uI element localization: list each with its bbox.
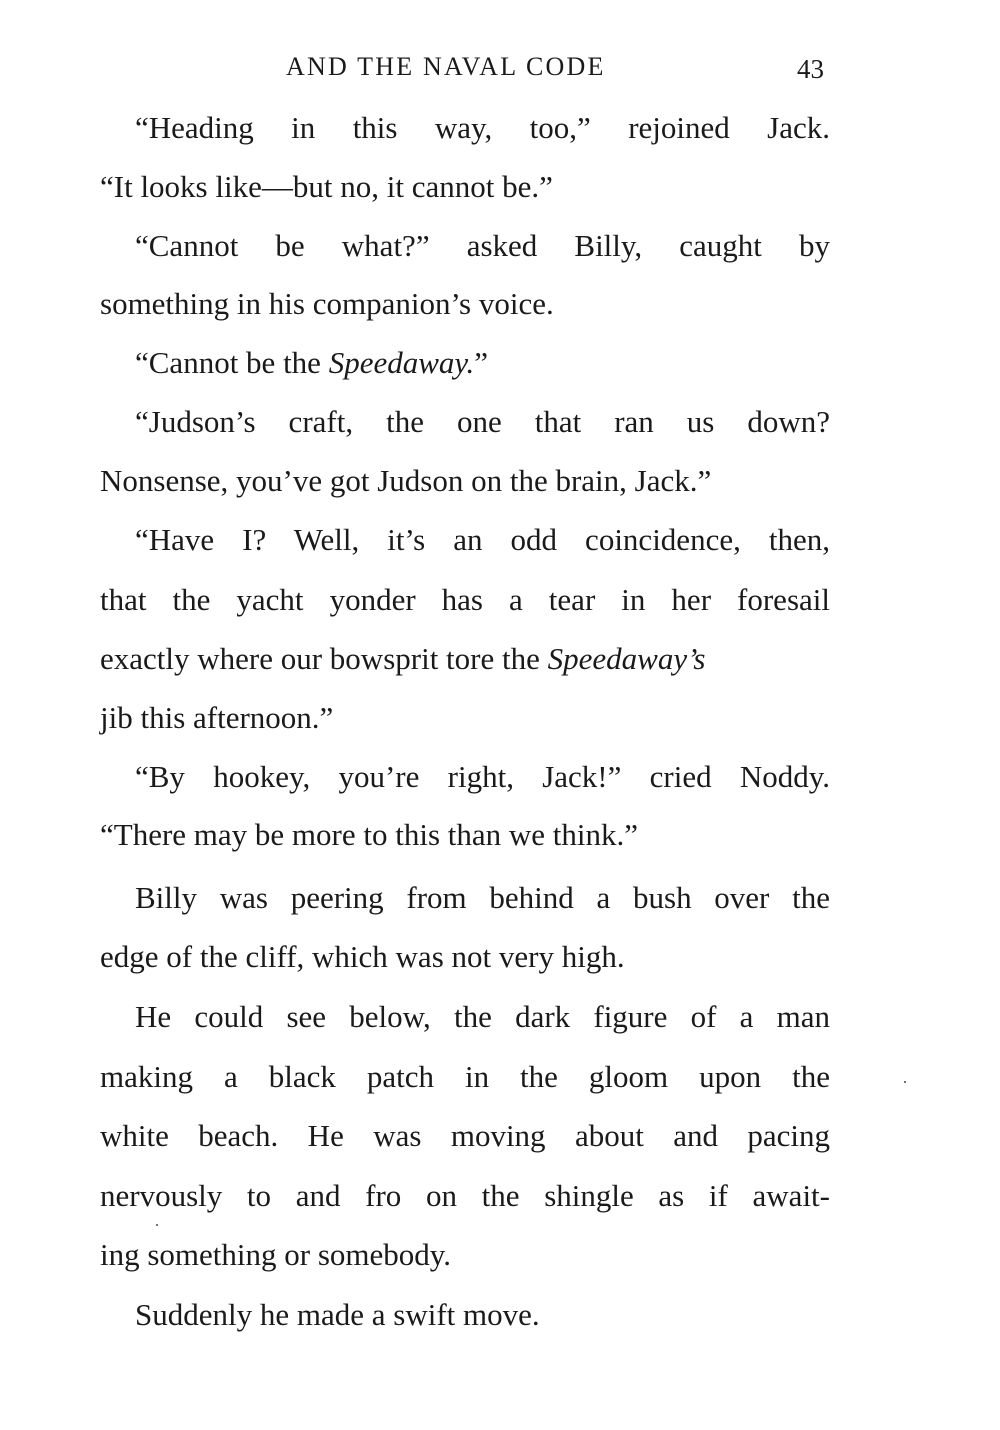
text-line: edge of the cliff, which was not very high. bbox=[100, 939, 625, 974]
italic-ship-name: Speedaway’s bbox=[547, 641, 706, 676]
text-line: “It looks like—but no, it cannot be.” bbox=[100, 169, 553, 204]
text-line: Nonsense, you’ve got Judson on the brain, Jack.” bbox=[100, 463, 712, 498]
text-line: that the yacht yonder has a tear in her foresail bbox=[100, 582, 830, 617]
text-line: “By hookey, you’re right, Jack!” cried Noddy. bbox=[135, 759, 830, 794]
paper-speck bbox=[156, 1224, 158, 1226]
text-line: nervously to and fro on the shingle as if await- bbox=[100, 1178, 830, 1213]
text-line: making a black patch in the gloom upon the bbox=[100, 1059, 830, 1094]
text-run: exactly where our bowsprit tore the bbox=[100, 641, 548, 676]
italic-ship-name: Speedaway. bbox=[328, 345, 475, 380]
text-line: “Heading in this way, too,” rejoined Jack. bbox=[135, 110, 830, 145]
text-line: ing something or somebody. bbox=[100, 1237, 452, 1272]
text-line: Suddenly he made a swift move. bbox=[135, 1297, 540, 1332]
text-line bbox=[135, 343, 830, 383]
text-line: “Cannot be what?” asked Billy, caught by bbox=[135, 228, 830, 263]
text-line: He could see below, the dark figure of a man bbox=[135, 999, 830, 1034]
text-line: “There may be more to this than we think.” bbox=[100, 817, 639, 852]
text-line: Billy was peering from behind a bush over the bbox=[135, 880, 830, 915]
text-line: jib this afternoon.” bbox=[100, 700, 334, 735]
text-run: ” bbox=[474, 345, 488, 380]
running-head: AND THE NAVAL CODE bbox=[286, 52, 606, 81]
page-number: 43 bbox=[797, 54, 824, 84]
text-line: “Have I? Well, it’s an odd coincidence, then, bbox=[135, 522, 830, 557]
text-run: “Cannot be the bbox=[135, 345, 329, 380]
text-line bbox=[100, 639, 830, 679]
text-line: something in his companion’s voice. bbox=[100, 286, 554, 321]
text-line: white beach. He was moving about and pacing bbox=[100, 1118, 830, 1153]
text-line: “Judson’s craft, the one that ran us down? bbox=[135, 404, 830, 439]
paper-speck bbox=[904, 1081, 906, 1083]
